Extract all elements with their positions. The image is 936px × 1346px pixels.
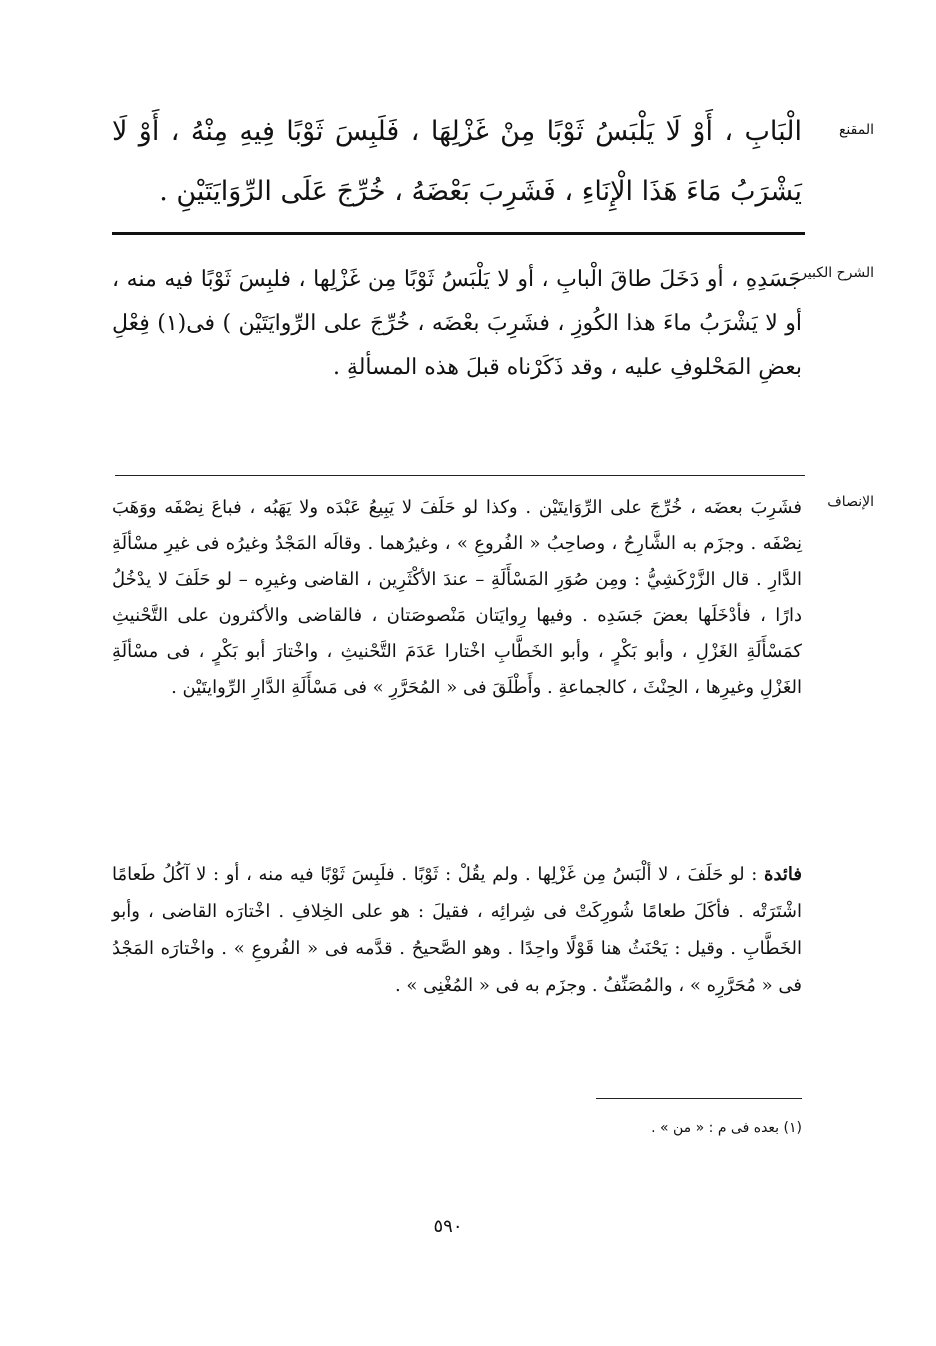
muqni-text: الْبَابِ ، أَوْ لَا يَلْبَسُ ثَوْبًا مِنْ غَزْلِهَا ، فَلَبِسَ ثَوْبًا فِيهِ مِنْهُ ، أَوْ لَا يَشْرَبُ مَاءَ هَذَا الْإِنَاءِ ، فَشَرِبَ بَعْضَهُ ، خُرِّجَ عَلَى الرِّوَايَتَيْنِ . xyxy=(112,116,802,207)
insaf-text xyxy=(112,490,802,706)
sharh-text: جَسَدِهِ ، أو دَخَلَ طاقَ الْبابِ ، أو لا يَلْبَسُ ثَوْبًا مِن غَزْلِها ، فلبِسَ ثَوْبًا فيه منه ، أو لا يَشْرَبُ ماءَ هذا الكُوزِ ، فشَرِبَ بعْضَه ، خُرِّجَ على الرِّوايَتَيْن ) فى(١) فِعْلِ بعضِ المَحْلوفِ عليه ، وقد ذَكَرْناه قبلَ هذه المسألةِ . xyxy=(112,267,802,380)
fawaid-paragraph xyxy=(112,856,802,1004)
fawaid-lead: فائدة xyxy=(764,864,802,885)
section-label-muqni: المقنع xyxy=(838,122,874,138)
section-label-insaf: الإنصاف xyxy=(827,494,874,510)
insaf-paragraph: فشَرِبَ بعضَه ، خُرِّجَ على الرِّوَايتَيْن . وكذا لو حَلَفَ لا يَبِيعُ عَبْدَه ولا يَهَبُه ، فباعَ نِصْفَه ووَهَبَ نِصْفَه . وجزَم به الشَّارِحُ ، وصاحِبُ « الفُروعِ » ، وغيرُهما . وقالَه المَجْدُ وغيرُه فى غيرِ مسْألَةِ الدَّارِ . قال الزَّرْكَشِيُّ : ومِن صُوَرِ المَسْأَلَةِ – عندَ الأكْثَرِين ، القاضى وغيرِه – لو حَلَفَ لا يدْخُلُ دارًا ، فأدْخَلَها بعضَ جَسَدِه . وفيها رِوايَتان مَنْصوصَتان ، فالقاضى والأكثرون على التَّحْنيثِ كمَسْأَلَةِ الغَزْلِ ، وأبو بَكْرٍ ، وأبو الخَطَّابِ اخْتارا عَدَمَ التَّحْنيثِ ، واخْتارَ أبو بَكْرٍ ، فى مسْألَةِ الغَزْلِ وغيرِها ، الحِنْثَ ، كالجماعةِ . وأَطْلَقَ فى « المُحَرَّرِ » فى مَسْأَلَةِ الدَّارِ الرِّوايتَيْن . xyxy=(112,497,802,698)
fawaid-text: : لو حَلَفَ ، لا ألْبَسُ مِن غَزْلِها . ولم يقُلْ : ثَوْبًا . فلَبِسَ ثَوْبًا فيه منه ، أو : لا آكُلُ طَعامًا اشْتَرَتْه . فأكَلَ طعامًا شُورِكَتْ فى شِرائِه ، فقيلَ : هو على الخِلافِ . اخْتارَه القاضى ، وأبو الخَطَّابِ . وقيل : يَحْنَثُ هنا قَوْلًا واحِدًا . وهو الصَّحيحُ . قدَّمه فى « الفُروعِ » . واخْتارَه المَجْدُ فى « مُحَرَّرِه » ، والمُصَنِّفُ . وجزَم به فى « المُغْنِى » . xyxy=(112,864,802,996)
footnote-divider xyxy=(596,1098,802,1099)
section-label-sharh: الشرح الكبير xyxy=(800,265,874,281)
section-divider-thin xyxy=(115,475,805,476)
footnote: (١) بعده فى م : « من » . xyxy=(651,1120,802,1136)
fawaid-body xyxy=(112,856,802,1004)
page-number: ٥٩٠ xyxy=(433,1216,463,1237)
section-divider-thick xyxy=(112,232,805,235)
